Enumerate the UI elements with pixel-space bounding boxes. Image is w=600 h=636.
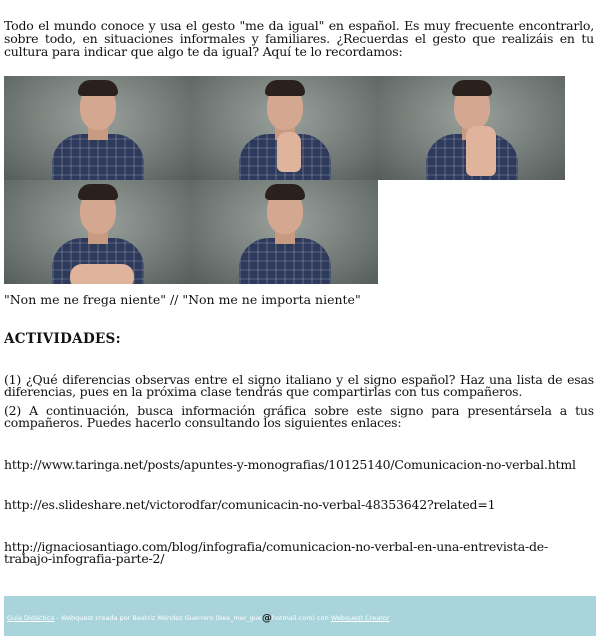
gesture-photo-3 [378,76,565,180]
activity-2-text: (2) A continuación, busca información gráfica sobre este signo para presentársela a tus compañeros. Puedes hacerlo consultando los siguientes enlaces: [4,403,594,430]
activity-1-text: (1) ¿Qué diferencias observas entre el signo italiano y el signo español? Haz una lista de esas diferencias, pues en la próxima clase tendrás que compartirlas con tus compañeros. [4,372,594,399]
webquest-creator-link[interactable]: Webquest Creator [330,614,390,622]
gesture-photo-1 [4,76,191,180]
photo-caption: "Non me ne frega niente" // "Non me ne importa niente" [4,292,361,307]
activities-heading: ACTIVIDADES: [4,331,121,347]
link-taringa[interactable]: http://www.taringa.net/posts/apuntes-y-monografias/10125140/Comunicacion-no-verbal.html [4,457,576,472]
gesture-photo-4 [4,180,191,284]
link-ignaciosantiago[interactable]: http://ignaciosantiago.com/blog/infografia/comunicacion-no-verbal-en-una-entrevista-de-trabajo-infografia-parte-2/ [4,539,549,566]
footer-text-before: - Webquest creada por Beatriz Méndez Guerrero (bea_mer_gue [54,614,262,622]
link-slideshare[interactable]: http://es.slideshare.net/victorodfar/comunicacin-no-verbal-48353642?related=1 [4,497,496,512]
footer-bar [4,596,596,636]
gesture-photo-grid [4,76,570,287]
footer-text-after: hotmail.com) con [271,614,331,622]
footer-credit [7,613,389,624]
gesture-photo-5 [191,180,378,284]
intro-paragraph: Todo el mundo conoce y usa el gesto "me da igual" en español. Es muy frecuente encontrarlo, sobre todo, en situaciones informales y familiares. ¿Recuerdas el gesto que realizáis en tu cultura para indicar que algo te da igual? Aquí te lo recordamos: [4,17,594,59]
at-symbol: @ [261,613,272,624]
guide-link[interactable]: Guía Didáctica [7,614,55,622]
gesture-photo-2 [191,76,378,180]
